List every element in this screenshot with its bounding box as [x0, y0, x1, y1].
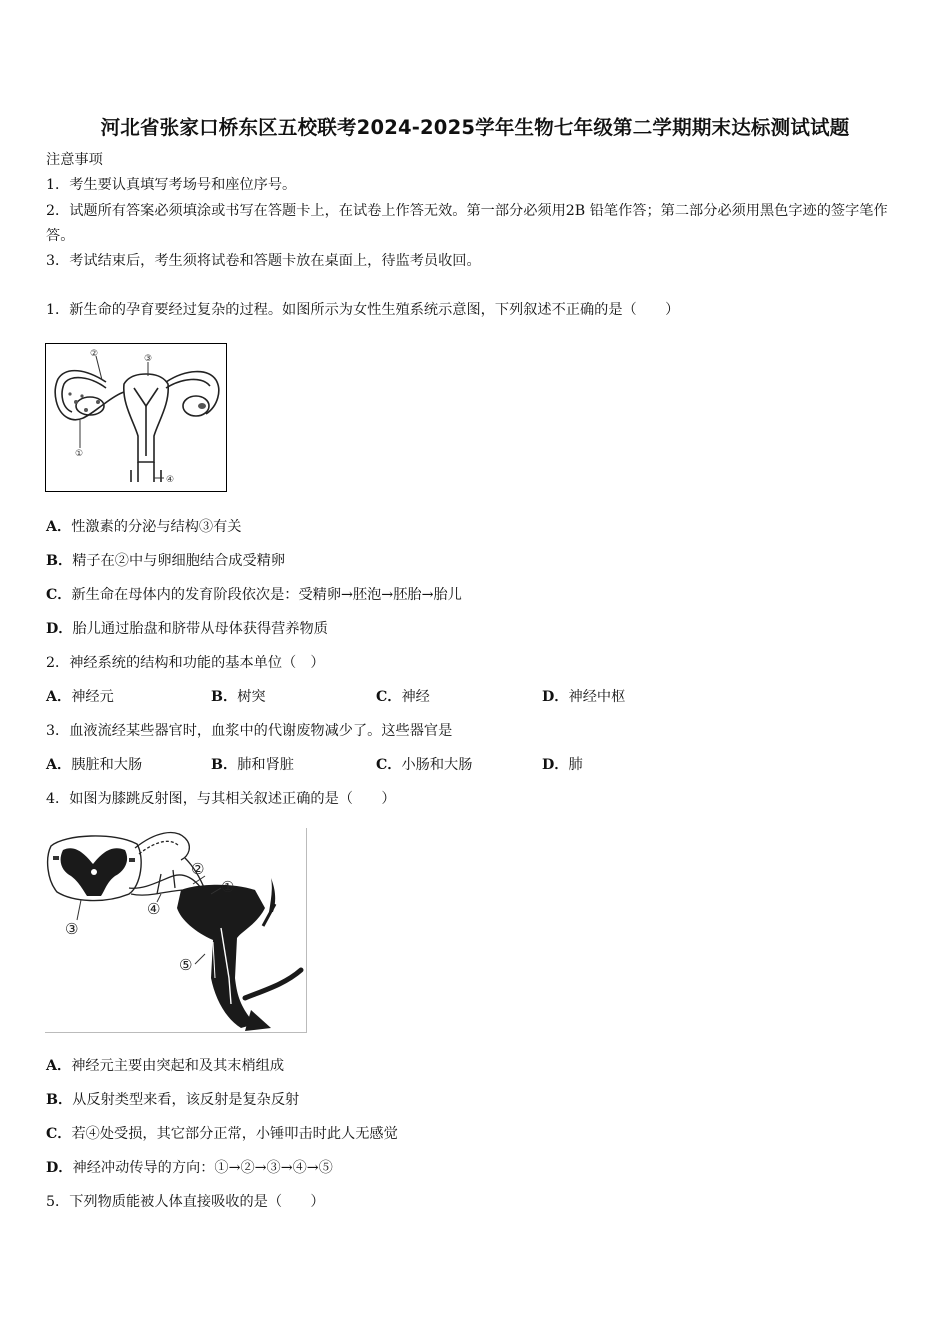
question-1-stem: 1．新生命的孕育要经过复杂的过程。如图所示为女性生殖系统示意图，下列叙述不正确的是（ ） [46, 302, 680, 318]
q2-option-a[interactable] [46, 687, 114, 707]
reflex-arc-diagram [45, 828, 306, 1032]
option-label: A． [46, 689, 72, 705]
question-2-stem: 2．神经系统的结构和功能的基本单位（ ） [46, 655, 325, 671]
option-label: D． [542, 689, 569, 705]
option-text: 新生命在母体内的发育阶段依次是：受精卵→胚泡→胚胎→胎儿 [71, 587, 462, 603]
question-5-stem: 5．下列物质能被人体直接吸收的是（ ） [46, 1194, 325, 1210]
option-label: D． [46, 1160, 73, 1176]
figure2-label-5: ⑤ [179, 956, 193, 974]
question-4-stem: 4．如图为膝跳反射图，与其相关叙述正确的是（ ） [46, 791, 396, 807]
option-text: 胰脏和大肠 [71, 757, 143, 773]
figure1-label-4: ④ [166, 475, 175, 485]
option-label: A． [46, 519, 72, 535]
q1-option-d[interactable] [46, 619, 328, 639]
option-label: C． [376, 757, 402, 773]
q2-option-c[interactable] [376, 687, 430, 707]
figure2-label-3: ③ [65, 920, 79, 938]
option-label: B． [46, 1092, 73, 1108]
figure2-label-2: ② [191, 860, 205, 878]
q1-option-c[interactable] [46, 585, 462, 605]
option-text: 神经 [401, 689, 430, 705]
figure2-label-1: ① [221, 878, 235, 896]
q3-option-a[interactable] [46, 755, 142, 775]
knee-jerk-reflex-figure [45, 828, 307, 1033]
q3-option-b[interactable] [211, 755, 294, 775]
option-text: 树突 [237, 689, 266, 705]
q4-option-b[interactable] [46, 1090, 299, 1110]
q3-options [46, 755, 906, 775]
question-3-stem: 3．血液流经某些器官时，血浆中的代谢废物减少了。这些器官是 [46, 723, 453, 739]
q3-option-d[interactable] [542, 755, 583, 775]
option-text: 性激素的分泌与结构③有关 [71, 519, 242, 535]
option-label: B． [46, 553, 73, 569]
option-text: 小肠和大肠 [401, 757, 473, 773]
q4-option-a[interactable] [46, 1056, 284, 1076]
q4-option-c[interactable] [46, 1124, 398, 1144]
notice-heading: 注意事项 [46, 152, 103, 168]
figure1-label-1: ① [75, 449, 84, 459]
option-text: 胎儿通过胎盘和脐带从母体获得营养物质 [72, 621, 328, 637]
option-text: 神经中枢 [568, 689, 626, 705]
figure2-label-4: ④ [147, 900, 161, 918]
option-label: A． [46, 757, 72, 773]
q1-option-a[interactable] [46, 517, 241, 537]
option-label: C． [376, 689, 402, 705]
option-label: A． [46, 1058, 72, 1074]
option-text: 神经元 [71, 689, 114, 705]
figure1-label-3: ③ [144, 354, 153, 364]
spinal-cord-drawing [48, 836, 142, 901]
option-text: 神经冲动传导的方向：①→②→③→④→⑤ [72, 1160, 333, 1176]
option-text: 从反射类型来看，该反射是复杂反射 [72, 1092, 300, 1108]
female-reproductive-system-figure [45, 343, 227, 492]
q2-options [46, 687, 906, 707]
page-title: 河北省张家口桥东区五校联考2024-2025学年生物七年级第二学期期末达标测试试题 [100, 116, 850, 139]
option-label: B． [211, 757, 238, 773]
q1-option-b[interactable] [46, 551, 285, 571]
option-text: 肺和肾脏 [237, 757, 294, 773]
notice-item-2: 2．试题所有答案必须填涂或书写在答题卡上，在试卷上作答无效。第一部分必须用2B 铅笔作答；第二部分必须用黑色字迹的签字笔作答。 [46, 203, 888, 244]
option-text: 若④处受损，其它部分正常，小锤叩击时此人无感觉 [71, 1126, 398, 1142]
option-label: D． [542, 757, 569, 773]
notice-item-1: 1．考生要认真填写考场号和座位序号。 [46, 177, 297, 193]
q4-option-d[interactable] [46, 1158, 333, 1178]
option-text: 神经元主要由突起和及其末梢组成 [71, 1058, 285, 1074]
option-text: 精子在②中与卵细胞结合成受精卵 [72, 553, 286, 569]
option-label: D． [46, 621, 73, 637]
option-label: B． [211, 689, 238, 705]
option-text: 肺 [568, 757, 583, 773]
option-label: C． [46, 1126, 72, 1142]
option-label: C． [46, 587, 72, 603]
q2-option-b[interactable] [211, 687, 266, 707]
uterus-diagram [46, 344, 225, 490]
figure1-label-2: ② [90, 349, 99, 359]
q2-option-d[interactable] [542, 687, 625, 707]
q3-option-c[interactable] [376, 755, 472, 775]
notice-item-3: 3．考试结束后，考生须将试卷和答题卡放在桌面上，待监考员收回。 [46, 253, 481, 269]
